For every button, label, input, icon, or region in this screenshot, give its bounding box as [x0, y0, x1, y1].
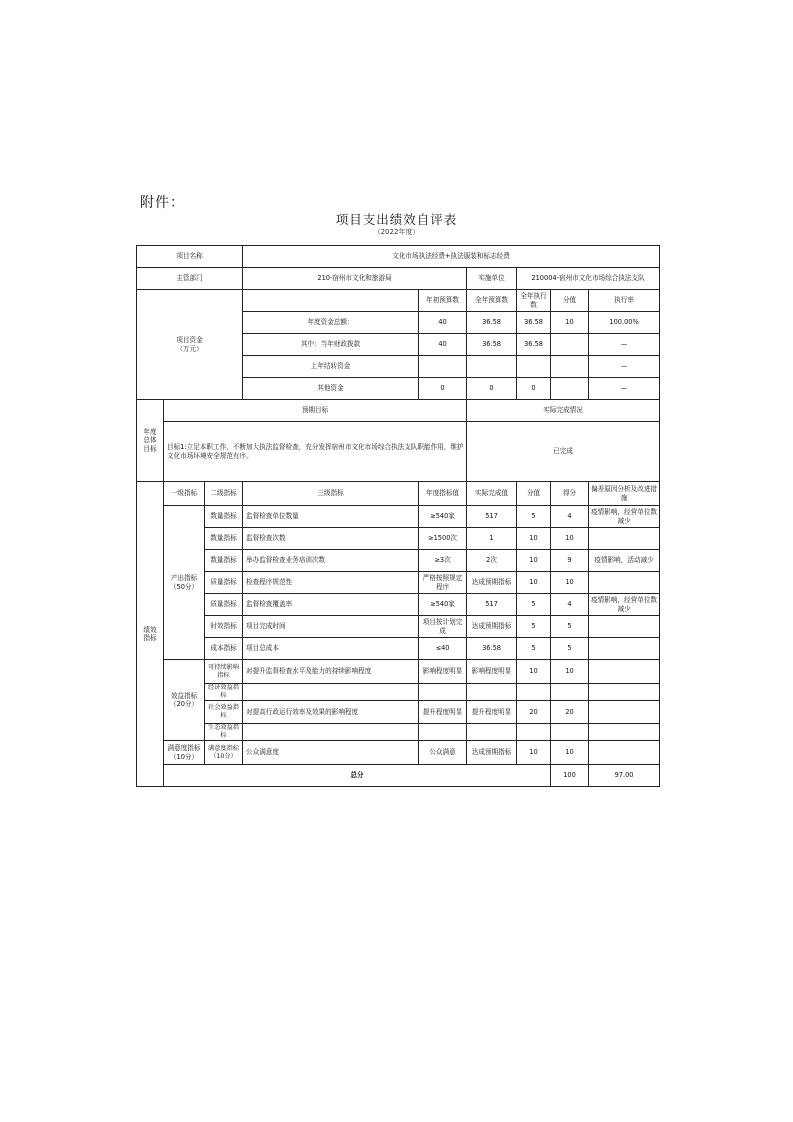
col-note: 偏差原因分析及改进措施 — [589, 482, 660, 506]
funds-row-name: 其中：当年财政拨款 — [243, 334, 419, 356]
target-cell — [419, 724, 467, 741]
max-cell: 10 — [517, 741, 551, 765]
total-score: 97.00 — [589, 765, 660, 787]
satisfaction-label: 满意度指标（10分） — [164, 741, 205, 765]
annual-goal-label: 年度总体目标 — [137, 400, 164, 482]
max-cell — [517, 684, 551, 701]
target-cell: 项目按计划完成 — [419, 616, 467, 638]
dept-value: 210-宿州市文化和旅游局 — [243, 268, 467, 290]
level3-cell: 监督检查覆盖率 — [243, 594, 419, 616]
max-cell: 10 — [517, 528, 551, 550]
output-label: 产出指标 （50分） — [164, 506, 205, 660]
project-name: 文化市场执法经费+执法服装和标志经费 — [243, 246, 660, 268]
level3-cell: 对提升监督检查水平及能力的持续影响程度 — [243, 660, 419, 684]
evaluation-table — [136, 245, 660, 787]
total-max: 100 — [551, 765, 589, 787]
score-cell: 10 — [551, 528, 589, 550]
actual-result-text: 已完成 — [467, 422, 660, 482]
level2-cell: 成本指标 — [205, 638, 243, 660]
funds-cell — [551, 356, 589, 378]
actual-cell: 2次 — [467, 550, 517, 572]
note-cell: 疫情影响，经营单位数减少 — [589, 594, 660, 616]
score-cell: 4 — [551, 506, 589, 528]
score-cell: 20 — [551, 701, 589, 724]
target-cell: 提升程度明显 — [419, 701, 467, 724]
dept-label: 主管部门 — [137, 268, 243, 290]
level3-cell: 监督检查单位数量 — [243, 506, 419, 528]
note-cell — [589, 660, 660, 684]
note-cell — [589, 701, 660, 724]
col-actual: 实际完成值 — [467, 482, 517, 506]
level2-cell: 社会效益指标 — [205, 701, 243, 724]
level2-cell: 经济效益指标 — [205, 684, 243, 701]
score-cell — [551, 724, 589, 741]
funds-cell: 40 — [419, 312, 467, 334]
table-row — [137, 550, 660, 572]
table-row — [137, 594, 660, 616]
actual-cell: 达成预期指标 — [467, 616, 517, 638]
max-cell: 10 — [517, 660, 551, 684]
level3-cell — [243, 724, 419, 741]
project-name-label: 项目名称 — [137, 246, 243, 268]
level2-cell: 生态效益指标 — [205, 724, 243, 741]
max-cell — [517, 724, 551, 741]
actual-cell: 达成预期指标 — [467, 572, 517, 594]
col-full-budget: 全年预算数 — [467, 290, 517, 312]
table-row — [137, 684, 660, 701]
note-cell: 疫情影响，活动减少 — [589, 550, 660, 572]
funds-cell — [551, 378, 589, 400]
max-cell: 5 — [517, 616, 551, 638]
col-max: 分值 — [517, 482, 551, 506]
col-score-max: 分值 — [551, 290, 589, 312]
max-cell: 20 — [517, 701, 551, 724]
max-cell: 5 — [517, 506, 551, 528]
note-cell — [589, 741, 660, 765]
table-row — [137, 724, 660, 741]
year-note: （2022年度） — [373, 228, 420, 236]
table-row — [137, 660, 660, 684]
funds-row-name: 年度资金总额： — [243, 312, 419, 334]
funds-cell: 36.58 — [517, 334, 551, 356]
actual-cell: 36.58 — [467, 638, 517, 660]
level3-cell: 项目完成时间 — [243, 616, 419, 638]
score-cell — [551, 684, 589, 701]
funds-label: 项目资金 （万元） — [137, 290, 243, 400]
funds-cell — [551, 334, 589, 356]
target-cell: 公众满意 — [419, 741, 467, 765]
col-level3: 三级指标 — [243, 482, 419, 506]
col-score: 得分 — [551, 482, 589, 506]
note-cell — [589, 572, 660, 594]
benefit-label: 效益指标 （20分） — [164, 660, 205, 741]
expected-goal-label: 预期目标 — [164, 400, 467, 422]
funds-cell: 0 — [517, 378, 551, 400]
funds-cell — [517, 356, 551, 378]
actual-cell: 517 — [467, 594, 517, 616]
max-cell: 10 — [517, 550, 551, 572]
funds-cell: 0 — [467, 378, 517, 400]
actual-cell: 提升程度明显 — [467, 701, 517, 724]
level2-cell: 时效指标 — [205, 616, 243, 638]
level2-cell: 数量指标 — [205, 528, 243, 550]
perf-label: 绩效指标 — [137, 482, 164, 787]
level2-cell: 质量指标 — [205, 572, 243, 594]
note-cell — [589, 684, 660, 701]
level2-cell: 质量指标 — [205, 594, 243, 616]
col-exec-rate: 执行率 — [589, 290, 660, 312]
attachment-label: 附件： — [140, 195, 185, 211]
score-cell: 4 — [551, 594, 589, 616]
funds-row-name: 其他资金 — [243, 378, 419, 400]
level2-cell: 数量指标 — [205, 550, 243, 572]
col-target: 年度指标值 — [419, 482, 467, 506]
actual-cell: 影响程度明显 — [467, 660, 517, 684]
max-cell: 5 — [517, 594, 551, 616]
note-cell — [589, 638, 660, 660]
level3-cell: 对提高行政运行效率及效果的影响程度 — [243, 701, 419, 724]
funds-cell: — — [589, 334, 660, 356]
impl-value: 210004-宿州市文化市场综合执法支队 — [517, 268, 660, 290]
expected-goal-text: 目标1:立足本职工作，不断加大执法监督检查，充分发挥宿州市文化市场综合执法支队职能作用，维护文化市场环境安全规范有序。 — [164, 422, 467, 482]
actual-cell: 达成预期指标 — [467, 741, 517, 765]
funds-cell: 36.58 — [517, 312, 551, 334]
table-row — [137, 638, 660, 660]
score-cell: 9 — [551, 550, 589, 572]
target-cell: ≤40 — [419, 638, 467, 660]
col-full-exec: 全年执行数 — [517, 290, 551, 312]
note-cell — [589, 724, 660, 741]
funds-cell: 10 — [551, 312, 589, 334]
page-title: 项目支出绩效自评表 — [335, 212, 458, 227]
funds-cell: — — [589, 378, 660, 400]
table-row — [137, 506, 660, 528]
target-cell: ≥540家 — [419, 506, 467, 528]
actual-cell: 1 — [467, 528, 517, 550]
max-cell: 10 — [517, 572, 551, 594]
level3-cell: 检查程序规范性 — [243, 572, 419, 594]
col-level1: 一级指标 — [164, 482, 205, 506]
actual-cell — [467, 684, 517, 701]
total-label: 总分 — [164, 765, 551, 787]
level3-cell: 举办监督检查业务培训次数 — [243, 550, 419, 572]
funds-cell: 0 — [419, 378, 467, 400]
table-row — [137, 528, 660, 550]
table-row — [137, 741, 660, 765]
table-row — [137, 701, 660, 724]
note-cell: 疫情影响，经营单位数减少 — [589, 506, 660, 528]
target-cell: 影响程度明显 — [419, 660, 467, 684]
score-cell: 10 — [551, 572, 589, 594]
score-cell: 5 — [551, 616, 589, 638]
target-cell: 严格按照规定程序 — [419, 572, 467, 594]
level3-cell: 项目总成本 — [243, 638, 419, 660]
level3-cell: 监督检查次数 — [243, 528, 419, 550]
funds-cell: 40 — [419, 334, 467, 356]
target-cell — [419, 684, 467, 701]
max-cell: 5 — [517, 638, 551, 660]
impl-label: 实施单位 — [467, 268, 517, 290]
target-cell: ≥540家 — [419, 594, 467, 616]
funds-cell — [467, 356, 517, 378]
target-cell: ≥1500次 — [419, 528, 467, 550]
score-cell: 5 — [551, 638, 589, 660]
level3-cell — [243, 684, 419, 701]
table-row — [137, 616, 660, 638]
funds-cell: 36.58 — [467, 312, 517, 334]
col-level2: 二级指标 — [205, 482, 243, 506]
funds-cell: 100.00% — [589, 312, 660, 334]
note-cell — [589, 616, 660, 638]
actual-cell: 517 — [467, 506, 517, 528]
col-init-budget: 年初预算数 — [419, 290, 467, 312]
funds-cell: 36.58 — [467, 334, 517, 356]
target-cell: ≥3次 — [419, 550, 467, 572]
note-cell — [589, 528, 660, 550]
level3-cell: 公众满意度 — [243, 741, 419, 765]
funds-row-name: 上年结转资金 — [243, 356, 419, 378]
funds-cell — [419, 356, 467, 378]
score-cell: 10 — [551, 660, 589, 684]
funds-cell: — — [589, 356, 660, 378]
table-row — [137, 572, 660, 594]
level2-cell: 满意度指标（10分） — [205, 741, 243, 765]
actual-cell — [467, 724, 517, 741]
level2-cell: 可持续影响指标 — [205, 660, 243, 684]
level2-cell: 数量指标 — [205, 506, 243, 528]
actual-result-label: 实际完成情况 — [467, 400, 660, 422]
score-cell: 10 — [551, 741, 589, 765]
